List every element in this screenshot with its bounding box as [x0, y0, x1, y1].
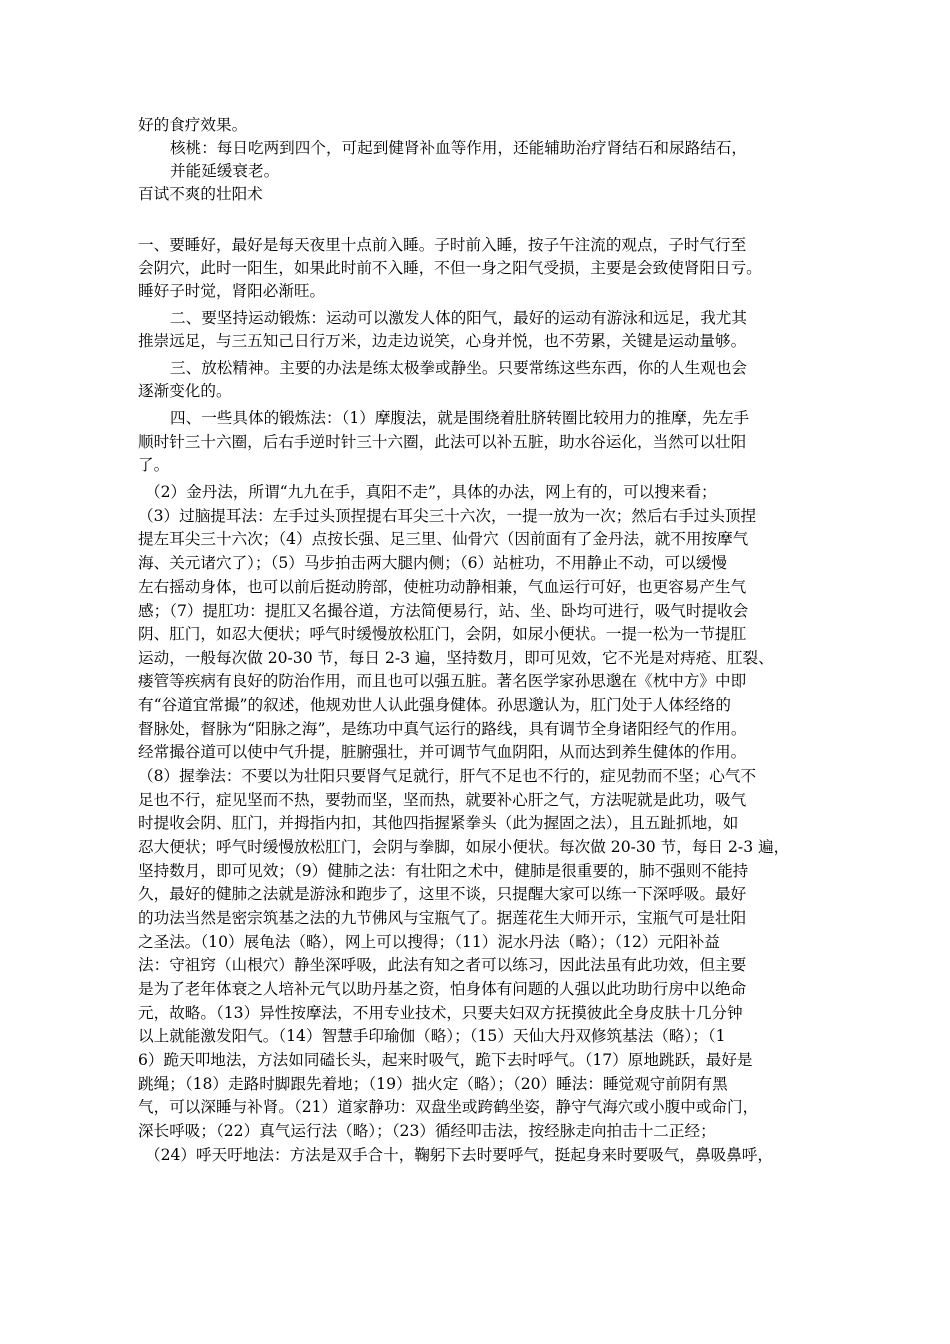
text-line: 深长呼吸；（22）真气运行法（略）；（23）循经叩击法，按经脉走向拍击十二正经；	[138, 1122, 716, 1140]
text-line: 经常撮谷道可以使中气升提，脏腑强壮，并可调节气血阴阳，从而达到养生健体的作用。	[138, 743, 747, 761]
text-line: 气，可以深睡与补肾。（21）道家静功：双盘坐或跨鹤坐姿，静守气海穴或小腹中或命门，	[138, 1098, 759, 1116]
section-heading: 百试不爽的壮阳术	[138, 185, 263, 203]
text-line: 以上就能激发阳气。（14）智慧手印瑜伽（略）；（15）天仙大丹双修筑基法（略）；（1	[138, 1027, 726, 1045]
text-line: 坚持数月，即可见效；（9）健肺之法：有壮阳之术中，健肺是很重要的，肺不强则不能持	[138, 862, 749, 880]
text-line: 睡好子时觉，肾阳必渐旺。	[138, 282, 326, 300]
text-line: 逐渐变化的。	[138, 382, 232, 400]
text-line: 提左耳尖三十六次；（4）点按长强、足三里、仙骨穴（因前面有了金丹法，就不用按摩气	[138, 530, 749, 548]
text-line: 有“谷道宜常撮”的叙述，他规劝世人认此强身健体。孙思邈认为，肛门处于人体经络的	[138, 696, 731, 714]
text-line: 感；（7）提肛功：提肛又名撮谷道，方法简便易行，站、坐、卧均可进行，吸气时提收会	[138, 602, 749, 620]
text-line: （8）握拳法：不要以为壮阳只要肾气足就行，肝气不足也不行的，症见勃而不坚；心气不	[138, 767, 757, 785]
text-line: （2）金丹法，所谓“九九在手，真阳不走”，具体的办法，网上有的，可以搜来看；	[145, 483, 717, 501]
text-line: 了。	[138, 456, 170, 474]
text-line: 6）跪天叩地法，方法如同磕长头，起来时吸气，跪下去时呼气。（17）原地跳跃，最好是	[138, 1051, 753, 1069]
text-line: 海、关元诸穴了）；（5）马步拍击两大腿内侧；（6）站桩功，不用静止不动，可以缓慢	[138, 554, 728, 572]
text-line: 顺时针三十六圈，后右手逆时针三十六圈，此法可以补五脏，助水谷运化，当然可以壮阳	[138, 433, 747, 451]
text-line: 并能延缓衰老。	[170, 162, 280, 180]
text-line: 阴、肛门，如忍大便状；呼气时缓慢放松肛门，会阴，如尿小便状。一提一松为一节提肛	[138, 625, 747, 643]
text-line: 的功法当然是密宗筑基之法的九节佛风与宝瓶气了。据莲花生大师开示，宝瓶气可是壮阳	[138, 909, 747, 927]
text-line: 会阴穴，此时一阳生，如果此时前不入睡，不但一身之阳气受损，主要是会致使肾阳日亏。	[138, 259, 762, 277]
text-line: 跳绳；（18）走路时脚跟先着地；（19）拙火定（略）；（20）睡法：睡觉观守前阴有黑	[138, 1075, 728, 1093]
text-line: 足也不行，症见坚而不热，要勃而坚，坚而热，就要补心肝之气，方法呢就是此功，吸气	[138, 791, 747, 809]
text-line: 督脉处，督脉为“阳脉之海”，是练功中真气运行的路线，具有调节全身诸阳经气的作用。	[138, 720, 747, 738]
text-line: 四、一些具体的锻炼法：（1）摩腹法，就是围绕着肚脐转圈比较用力的推摩，先左手	[170, 409, 750, 427]
text-line: 之圣法。（10）展龟法（略），网上可以搜得；（11）泥水丹法（略）；（12）元阳补益	[138, 933, 720, 951]
text-line: 二、要坚持运动锻炼：运动可以激发人体的阳气，最好的运动有游泳和远足，我尤其	[170, 309, 747, 327]
text-line: 核桃：每日吃两到四个，可起到健肾补血等作用，还能辅助治疗肾结石和尿路结石，	[170, 139, 747, 157]
text-line: 运动，一般每次做 20-30 节，每日 2-3 遍，坚持数月，即可见效，它不光是对痔疮、肛裂、	[138, 649, 774, 667]
text-line: 瘘管等疾病有良好的防治作用，而且也可以强五脏。著名医学家孙思邈在《枕中方》中即	[138, 672, 747, 690]
text-line: 好的食疗效果。	[138, 116, 248, 134]
text-line: 久，最好的健肺之法就是游泳和跑步了，这里不谈，只提醒大家可以练一下深呼吸。最好	[138, 885, 747, 903]
text-line: 是为了老年体衰之人培补元气以助丹基之资，怕身体有问题的人强以此功助行房中以绝命	[138, 980, 747, 998]
text-line: 三、放松精神。主要的办法是练太极拳或静坐。只要常练这些东西，你的人生观也会	[170, 359, 747, 377]
text-line: （3）过脑提耳法：左手过头顶捏提右耳尖三十六次，一提一放为一次；然后右手过头顶捏	[138, 507, 757, 525]
text-line: 一、要睡好，最好是每天夜里十点前入睡。子时前入睡，按子午注流的观点，子时气行至	[138, 236, 747, 254]
text-line: 左右摇动身体，也可以前后挺动胯部，使桩功动静相兼，气血运行可好，也更容易产生气	[138, 578, 747, 596]
text-line: 元，故略。（13）异性按摩法，不用专业技术，只要夫妇双方抚摸彼此全身皮肤十几分钟	[138, 1004, 743, 1022]
text-line: 推崇远足，与三五知己日行万米，边走边说笑，心身并悦，也不劳累，关键是运动量够。	[138, 332, 747, 350]
text-line: 法：守祖窍（山根穴）静坐深呼吸，此法有知之者可以练习，因此法虽有此功效，但主要	[138, 956, 747, 974]
text-line: 时提收会阴、肛门，并拇指内扣，其他四指握紧拳头（此为握固之法），且五趾抓地，如	[138, 814, 739, 832]
text-line: 忍大便状；呼气时缓慢放松肛门，会阴与拳脚，如尿小便状。每次做 20-30 节，每日 2-3 遍，	[138, 838, 790, 856]
text-line: （24）呼天吁地法：方法是双手合十，鞠躬下去时要呼气，挺起身来时要吸气，鼻吸鼻呼，	[145, 1146, 773, 1164]
